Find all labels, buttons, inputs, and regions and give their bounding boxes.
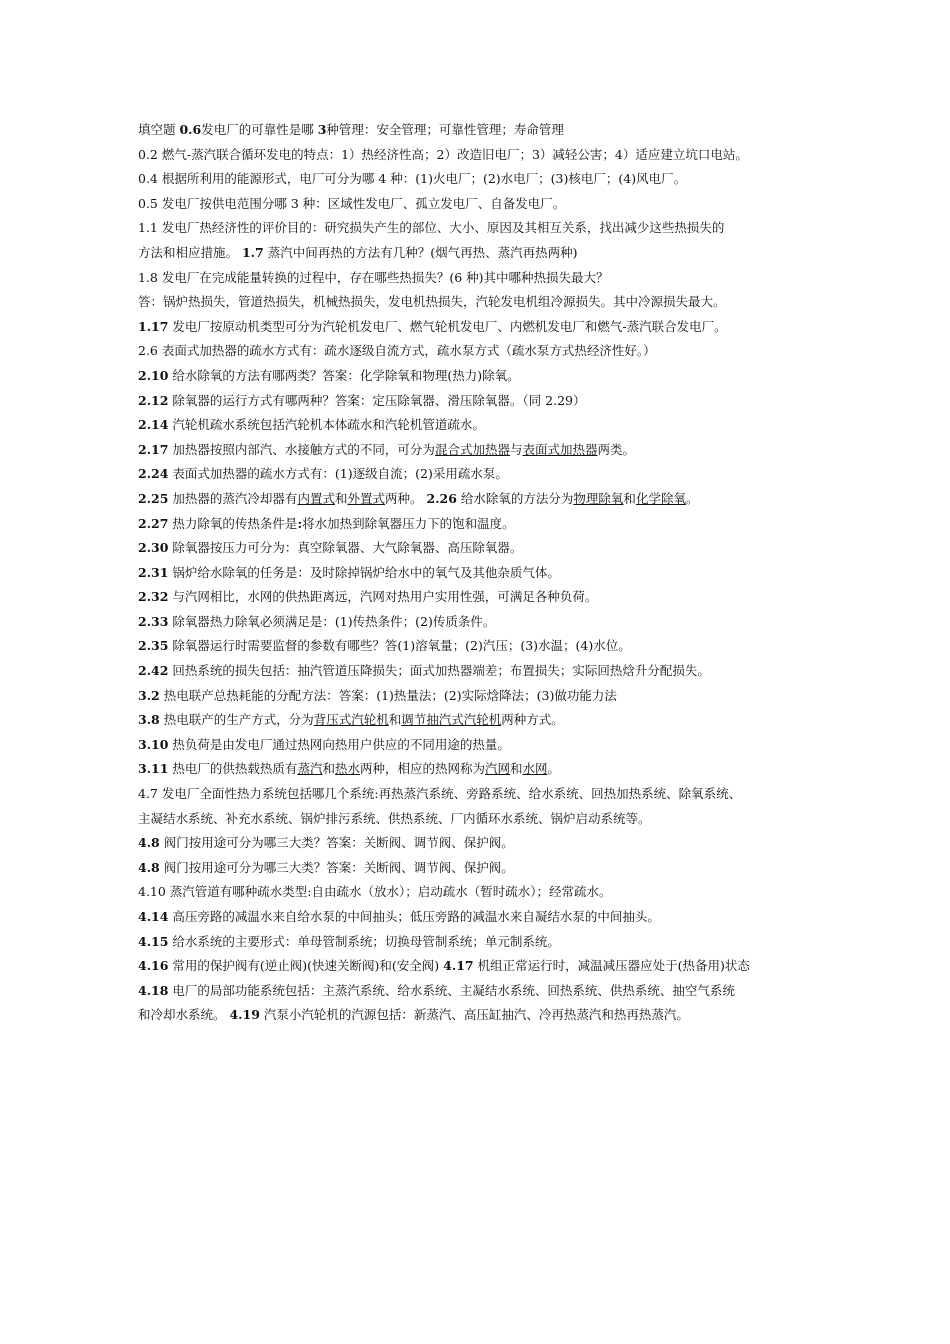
underlined-answer: 外置式 [347,490,385,506]
text-line [138,143,818,168]
item-number: 2.33 [138,613,169,629]
text-line [138,413,818,438]
text-run: 4.7 发电厂全面性热力系统包括哪几个系统:再热蒸汽系统、旁路系统、给水系统、回热加热系统、除氧系统、 [138,786,742,802]
item-number: 4.14 [138,909,169,924]
text-run: 加热器的蒸汽冷却器有 [168,490,298,506]
item-number: 2.24 [138,466,169,482]
item-number: 1.7 [241,244,264,260]
text-run: 给水系统的主要形式：单母管制系统；切换母管制系统；单元制系统。 [168,933,560,949]
text-run: 和 [623,490,636,506]
text-line [138,462,818,487]
item-number: 2.17 [138,441,169,457]
text-line [138,930,818,955]
item-number: 4.16 [138,958,169,974]
text-line [138,561,818,586]
text-line [138,954,818,979]
text-line [138,487,818,512]
text-line [138,241,818,266]
item-number: 3.8 [138,712,160,728]
underlined-answer: 表面式加热器 [522,441,598,457]
underlined-answer: 内置式 [297,490,335,506]
text-line [138,536,818,561]
underlined-answer: 化学除氧 [635,490,686,506]
text-run: 热负荷是由发电厂通过热网向热用户供应的不同用途的热量。 [168,736,510,752]
text-line [138,339,818,364]
item-number: 2.42 [138,663,169,679]
item-number: 2.10 [138,367,169,383]
text-line [138,659,818,684]
item-number: 4.8 [138,859,160,875]
text-line [138,290,818,315]
text-run: 表面式加热器的疏水方式有：(1)逐级自流；(2)采用疏水泵。 [168,466,508,482]
text-run: 除氧器的运行方式有哪两种？答案：定压除氧器、滑压除氧器。（同 2.29） [168,392,586,408]
text-line [138,856,818,881]
item-number: 0.6 [179,122,202,137]
item-number: 4.18 [138,982,169,998]
text-line [138,364,818,389]
text-run: 1.1 发电厂热经济性的评价目的：研究损失产生的部位、大小、原因及其相互关系，找出减少这些热损失的 [138,220,725,236]
text-line [138,389,818,414]
item-number: 2.27 [138,515,169,531]
item-number: 2.30 [138,540,169,556]
text-line [138,266,818,291]
text-run: 阀门按用途可分为哪三大类？答案：关断阀、调节阀、保护阀。 [159,835,514,851]
text-line [138,684,818,709]
text-line [138,216,818,241]
text-run: 热力除氧的传热条件是 [168,515,298,531]
text-line [138,167,818,192]
underlined-answer: 汽网 [485,761,511,777]
underlined-answer: 热水 [334,761,360,777]
text-run: 主凝结水系统、补充水系统、锅炉排污系统、供热系统、厂内循环水系统、锅炉启动系统等。 [138,810,651,826]
text-line [138,782,818,807]
text-line [138,708,818,733]
text-run: 除氧器热力除氧必须满足是：(1)传热条件；(2)传质条件。 [168,613,496,629]
item-number: 1.17 [138,318,169,334]
underlined-answer: 混合式加热器 [434,441,510,457]
text-run: 与 [509,441,523,457]
underlined-answer: 背压式汽轮机 [313,712,389,728]
text-run: 常用的保护阀有(逆止阀)(快速关断阀)和(安全阀) [168,958,444,974]
text-run: 。 [547,761,561,777]
item-number: : [297,515,303,531]
item-number: 4.19 [229,1007,260,1023]
text-run: 两种方式。 [501,712,564,728]
text-run: 机组正常运行时，减温减压器应处于(热备用)状态 [473,958,750,974]
item-number: 3.10 [138,736,169,752]
text-run: 高压旁路的减温水来自给水泵的中间抽头；低压旁路的减温水来自凝结水泵的中间抽头。 [168,909,660,924]
text-run: 0.5 发电厂按供电范围分哪 3 种：区域性发电厂、孤立发电厂、自备发电厂。 [138,195,566,211]
text-run: 汽泵小汽轮机的汽源包括：新蒸汽、高压缸抽汽、冷再热蒸汽和热再热蒸汽。 [259,1007,689,1023]
text-run: 加热器按照内部汽、水接触方式的不同，可分为 [168,441,435,457]
text-line [138,118,818,143]
text-run: 热电联产总热耗能的分配方法：答案：(1)热量法；(2)实际焓降法；(3)做功能力法 [159,687,617,703]
text-run: 0.2 燃气-蒸汽联合循环发电的特点：1）热经济性高；2）改造旧电厂；3）减轻公害；4）适应建立坑口电站。 [138,146,748,162]
text-line [138,831,818,856]
item-number: 4.8 [138,835,160,851]
text-run: 发电厂按原动机类型可分为汽轮机发电厂、燃气轮机发电厂、内燃机发电厂和燃气-蒸汽联合发电厂。 [168,318,727,334]
text-line [138,512,818,537]
text-run: 将水加热到除氧器压力下的饱和温度。 [302,515,515,531]
text-run: 除氧器按压力可分为：真空除氧器、大气除氧器、高压除氧器。 [168,540,523,556]
item-number: 3.2 [138,687,160,703]
underlined-answer: 物理除氧 [573,490,624,506]
text-run: 两种，相应的热网称为 [359,761,485,777]
item-number: 3 [317,122,327,137]
item-number: 2.25 [138,490,169,506]
text-line [138,880,818,905]
text-run: 。 [685,490,699,506]
text-run: 阀门按用途可分为哪三大类？答案：关断阀、调节阀、保护阀。 [159,859,514,875]
text-line [138,733,818,758]
text-run: 热电厂的供热载热质有 [168,761,298,777]
text-run: 电厂的局部功能系统包括：主蒸汽系统、给水系统、主凝结水系统、回热系统、供热系统、抽空气系统 [168,982,735,998]
text-run: 发电厂的可靠性是哪 [201,122,318,137]
text-run: 除氧器运行时需要监督的参数有哪些？答(1)溶氧量；(2)汽压；(3)水温；(4)水位。 [168,638,631,654]
text-run: 4.10 蒸汽管道有哪种疏水类型:自由疏水（放水）；启动疏水（暂时疏水）；经常疏水。 [138,884,612,900]
text-run: 回热系统的损失包括：抽汽管道压降损失；面式加热器端差；布置损失；实际回热焓升分配损失。 [168,663,710,679]
item-number: 2.14 [138,417,169,433]
text-line [138,1003,818,1028]
text-line [138,610,818,635]
text-run: 汽轮机疏水系统包括汽轮机本体疏水和汽轮机管道疏水。 [168,417,485,433]
text-line [138,192,818,217]
text-run: 蒸汽中间再热的方法有几种？(烟气再热、蒸汽再热两种) [263,244,578,260]
text-run: 方法和相应措施。 [138,244,242,260]
item-number: 2.31 [138,564,169,580]
item-number: 3.11 [138,761,169,777]
text-run: 与汽网相比，水网的供热距离远，汽网对热用户实用性强，可满足各种负荷。 [168,589,598,605]
text-run: 种管理：安全管理；可靠性管理；寿命管理 [326,122,564,137]
text-run: 和 [510,761,523,777]
text-run: 和 [334,490,348,506]
underlined-answer: 水网 [522,761,548,777]
item-number: 2.26 [426,490,457,506]
text-run: 0.4 根据所利用的能源形式，电厂可分为哪 4 种：(1)火电厂；(2)水电厂；(3)核电厂；(4)风电厂。 [138,171,687,187]
text-run: 和冷却水系统。 [138,1007,230,1023]
text-run: 答：锅炉热损失，管道热损失，机械热损失，发电机热损失，汽轮发电机组冷源损失。其中冷源损失最大。 [138,294,726,310]
underlined-answer: 调节抽汽式汽轮机 [401,712,502,728]
underlined-answer: 蒸汽 [297,761,323,777]
text-line [138,807,818,832]
item-number: 4.15 [138,933,169,949]
item-number: 2.35 [138,638,169,654]
item-number: 4.17 [443,958,474,974]
text-line [138,905,818,930]
text-run: 1.8 发电厂在完成能量转换的过程中，存在哪些热损失？(6 种)其中哪种热损失最大？ [138,269,609,285]
text-run: 热电联产的生产方式，分为 [159,712,314,728]
text-line [138,634,818,659]
item-number: 2.12 [138,392,169,408]
text-run: 和 [322,761,335,777]
document-body [138,118,818,1028]
text-run: 两种。 [384,490,427,506]
text-run: 给水除氧的方法有哪两类？答案：化学除氧和物理(热力)除氧。 [168,367,520,383]
text-run: 给水除氧的方法分为 [456,490,574,506]
text-line [138,757,818,782]
item-number: 2.32 [138,589,169,605]
text-line [138,585,818,610]
text-line [138,979,818,1004]
text-run: 填空题 [138,122,180,137]
text-run: 和 [388,712,402,728]
text-line [138,315,818,340]
text-run: 锅炉给水除氧的任务是：及时除掉锅炉给水中的氧气及其他杂质气体。 [168,564,560,580]
text-run: 两类。 [597,441,635,457]
text-line [138,438,818,463]
text-run: 2.6 表面式加热器的疏水方式有：疏水逐级自流方式，疏水泵方式（疏水泵方式热经济性好。） [138,343,656,359]
